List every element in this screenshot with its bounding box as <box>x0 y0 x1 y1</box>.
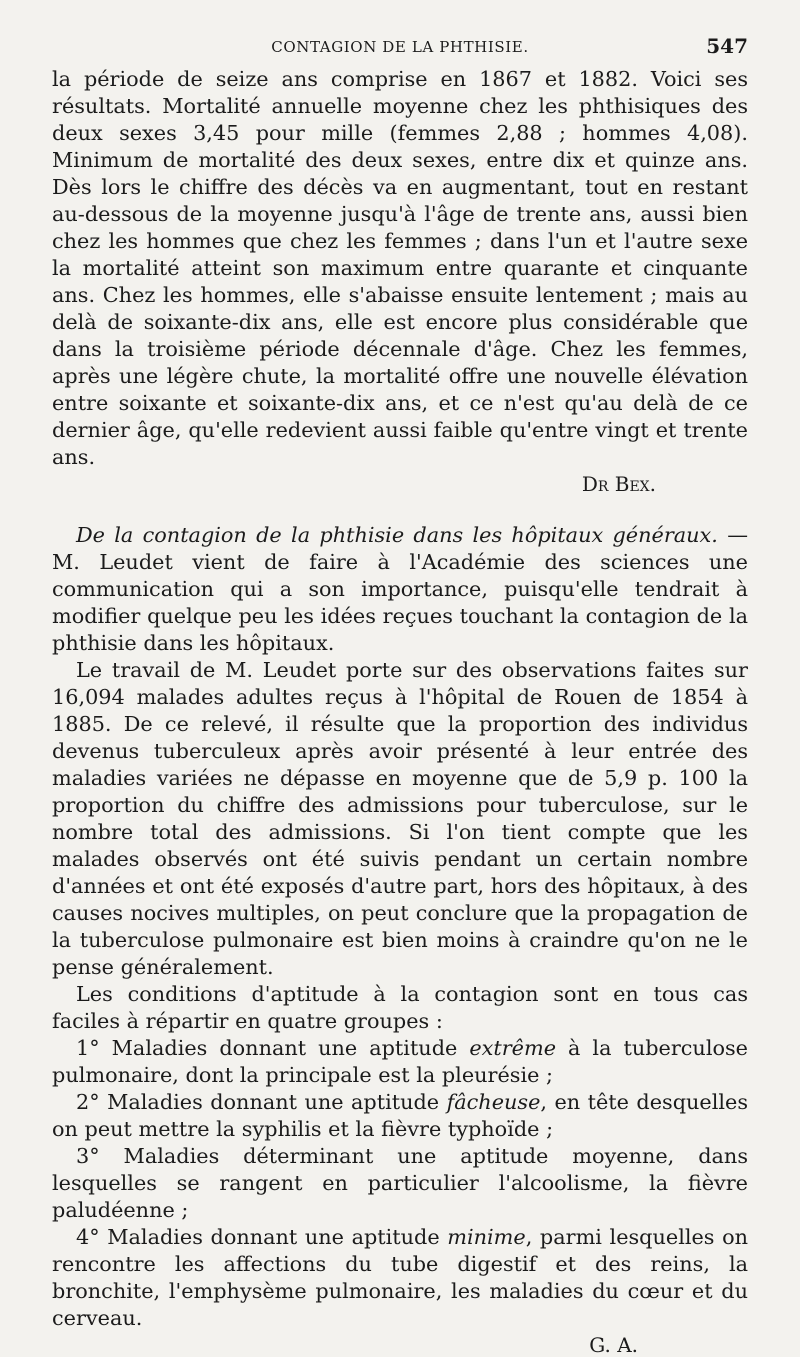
article1-paragraph: la période de seize ans comprise en 1867 et 1882. Voici ses résultats. Mortalité annuelle moyenne chez les phthisiques des deux sexes 3,45 pour mille (femmes 2,88 ; hommes 4,08). Minimum de mortalité des deux sexes, entre dix et quinze ans. Dès lors le chiffre des décès va en augmentant, tout en restant au-dessous de la moyenne jusqu'à l'âge de trente ans, aussi bien chez les hommes que chez les femmes ; dans l'un et l'autre sexe la mortalité atteint son maximum entre quarante et cinquante ans. Chez les hommes, elle s'abaisse ensuite lentement ; mais au delà de soixante-dix ans, elle est encore plus considérable que dans la troisième période décennale d'âge. Chez les femmes, après une légère chute, la mortalité offre une nouvelle élévation entre soixante et soixante-dix ans, et ce n'est qu'au delà de ce dernier âge, qu'elle redevient aussi faible qu'entre vingt et trente ans. <box>52 67 748 469</box>
group-item-3-text: 3° Maladies déterminant une aptitude moyenne, dans lesquelles se rangent en particulier l'alcoolisme, la fièvre paludéenne ; <box>52 1144 748 1222</box>
article2-paragraph3: Les conditions d'aptitude à la contagion sont en tous cas faciles à répartir en quatre groupes : <box>52 982 748 1033</box>
group-item-4-text: 4° Maladies donnant une aptitude <box>76 1225 448 1249</box>
article2-paragraph1 <box>52 522 748 657</box>
page <box>52 34 748 1357</box>
article2-title: De la contagion de la phthisie dans les hôpitaux généraux. <box>76 523 718 547</box>
group-item-4-emphasis: minime <box>447 1225 526 1249</box>
group-item-2-emphasis: fâcheuse <box>446 1090 541 1114</box>
group-item-1 <box>52 1035 748 1089</box>
group-item-4 <box>52 1224 748 1332</box>
group-item-1-emphasis: extrême <box>469 1036 556 1060</box>
group-item-4-rest: , parmi lesquelles on rencontre les affections du tube digestif et des reins, la bronchite, l'emphysème pulmonaire, les maladies du cœur et du cerveau. <box>52 1225 748 1330</box>
section-gap <box>52 496 748 522</box>
article2-intro: — M. Leudet vient de faire à l'Académie des sciences une communication qui a son importance, puisqu'elle tendrait à modifier quelque peu les idées reçues touchant la contagion de la phthisie dans les hôpitaux. <box>52 523 748 655</box>
page-number: 547 <box>706 34 748 58</box>
group-item-2 <box>52 1089 748 1143</box>
group-item-3 <box>52 1143 748 1224</box>
article2-signature: G. A. <box>589 1333 638 1357</box>
running-title: CONTAGION DE LA PHTHISIE. <box>271 38 529 56</box>
group-item-1-text: 1° Maladies donnant une aptitude <box>76 1036 470 1060</box>
group-item-2-rest: , en tête desquelles on peut mettre la syphilis et la fièvre typhoïde ; <box>52 1090 748 1141</box>
group-item-2-text: 2° Maladies donnant une aptitude <box>76 1090 447 1114</box>
article1-signature: Dr Bex. <box>581 472 656 496</box>
article2-paragraph2: Le travail de M. Leudet porte sur des observations faites sur 16,094 malades adultes reçus à l'hôpital de Rouen de 1854 à 1885. De ce relevé, il résulte que la proportion des individus devenus tuberculeux après avoir présenté à leur entrée des maladies variées ne dépasse en moyenne que de 5,9 p. 100 la proportion du chiffre des admissions pour tuberculose, sur le nombre total des admissions. Si l'on tient compte que les malades observés ont été suivis pendant un certain nombre d'années et ont été exposés d'autre part, hors des hôpitaux, à des causes nocives multiples, on peut conclure que la propagation de la tuberculose pulmonaire est bien moins à craindre qu'on ne le pense généralement. <box>52 658 748 979</box>
group-item-1-rest: à la tuberculose pulmonaire, dont la principale est la pleurésie ; <box>52 1036 748 1087</box>
running-head <box>52 34 748 60</box>
